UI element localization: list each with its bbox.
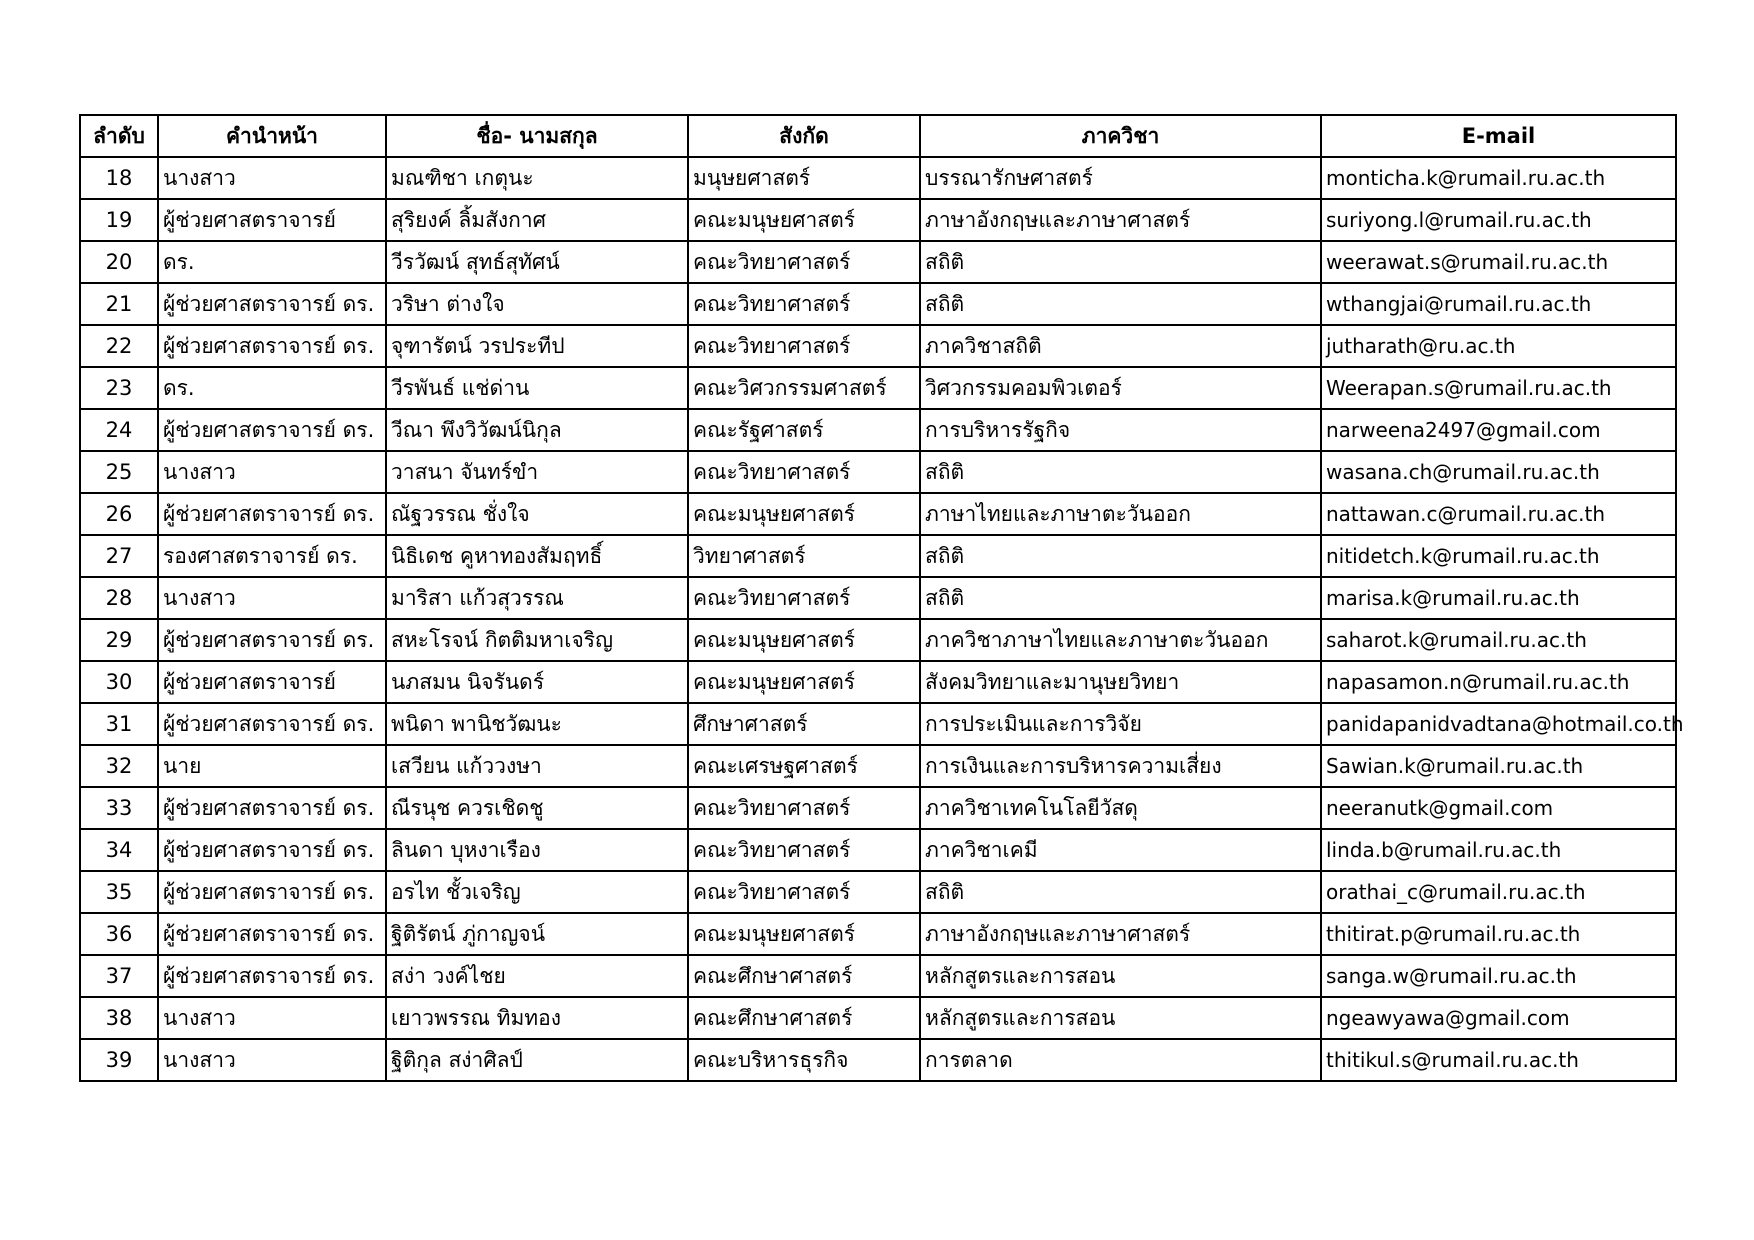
cell-title: ผู้ช่วยศาสตราจารย์ ดร. <box>158 913 386 955</box>
header-row <box>80 115 1676 157</box>
cell-email: thitirat.p@rumail.ru.ac.th <box>1321 913 1676 955</box>
cell-affiliation: คณะวิทยาศาสตร์ <box>688 451 920 493</box>
cell-department: ภาควิชาเคมี <box>920 829 1321 871</box>
cell-name: พนิดา พานิชวัฒนะ <box>386 703 688 745</box>
cell-num: 24 <box>80 409 158 451</box>
cell-department: การประเมินและการวิจัย <box>920 703 1321 745</box>
cell-email: orathai_c@rumail.ru.ac.th <box>1321 871 1676 913</box>
header-name: ชื่อ- นามสกุล <box>386 115 688 157</box>
cell-name: วีรพันธ์ แช่ด่าน <box>386 367 688 409</box>
cell-affiliation: วิทยาศาสตร์ <box>688 535 920 577</box>
cell-email: napasamon.n@rumail.ru.ac.th <box>1321 661 1676 703</box>
cell-affiliation: คณะมนุษยศาสตร์ <box>688 493 920 535</box>
cell-email: nitidetch.k@rumail.ru.ac.th <box>1321 535 1676 577</box>
cell-title: รองศาสตราจารย์ ดร. <box>158 535 386 577</box>
cell-num: 30 <box>80 661 158 703</box>
cell-num: 32 <box>80 745 158 787</box>
cell-num: 25 <box>80 451 158 493</box>
cell-affiliation: คณะบริหารธุรกิจ <box>688 1039 920 1081</box>
cell-title: นางสาว <box>158 577 386 619</box>
cell-email: neeranutk@gmail.com <box>1321 787 1676 829</box>
cell-department: สถิติ <box>920 283 1321 325</box>
header-num: ลำดับ <box>80 115 158 157</box>
cell-department: ภาควิชาเทคโนโลยีวัสดุ <box>920 787 1321 829</box>
cell-email: jutharath@ru.ac.th <box>1321 325 1676 367</box>
cell-email: monticha.k@rumail.ru.ac.th <box>1321 157 1676 199</box>
table-row <box>80 283 1676 325</box>
cell-name: ณัฐวรรณ ชั่งใจ <box>386 493 688 535</box>
cell-email: wasana.ch@rumail.ru.ac.th <box>1321 451 1676 493</box>
cell-affiliation: คณะวิทยาศาสตร์ <box>688 325 920 367</box>
cell-department: หลักสูตรและการสอน <box>920 997 1321 1039</box>
cell-email: sanga.w@rumail.ru.ac.th <box>1321 955 1676 997</box>
cell-affiliation: คณะวิทยาศาสตร์ <box>688 283 920 325</box>
cell-affiliation: คณะมนุษยศาสตร์ <box>688 661 920 703</box>
table-row <box>80 787 1676 829</box>
cell-affiliation: คณะวิทยาศาสตร์ <box>688 829 920 871</box>
cell-name: วีณา พึงวิวัฒน์นิกุล <box>386 409 688 451</box>
cell-name: เสวียน แก้ววงษา <box>386 745 688 787</box>
cell-email: narweena2497@gmail.com <box>1321 409 1676 451</box>
cell-num: 31 <box>80 703 158 745</box>
cell-title: นางสาว <box>158 451 386 493</box>
cell-name: เยาวพรรณ ทิมทอง <box>386 997 688 1039</box>
cell-num: 33 <box>80 787 158 829</box>
cell-department: ภาษาอังกฤษและภาษาศาสตร์ <box>920 913 1321 955</box>
cell-title: ผู้ช่วยศาสตราจารย์ ดร. <box>158 703 386 745</box>
cell-department: สถิติ <box>920 451 1321 493</box>
cell-affiliation: คณะมนุษยศาสตร์ <box>688 199 920 241</box>
table-row <box>80 325 1676 367</box>
cell-email: wthangjai@rumail.ru.ac.th <box>1321 283 1676 325</box>
table-row <box>80 955 1676 997</box>
cell-name: สง่า วงค์ไชย <box>386 955 688 997</box>
cell-num: 39 <box>80 1039 158 1081</box>
cell-department: ภาษาอังกฤษและภาษาศาสตร์ <box>920 199 1321 241</box>
cell-email: suriyong.l@rumail.ru.ac.th <box>1321 199 1676 241</box>
table-row <box>80 745 1676 787</box>
table-row <box>80 577 1676 619</box>
table-row <box>80 241 1676 283</box>
cell-name: ฐิติรัตน์ ภู่กาญจน์ <box>386 913 688 955</box>
cell-name: สุริยงค์ ลิ้มสังกาศ <box>386 199 688 241</box>
cell-email: saharot.k@rumail.ru.ac.th <box>1321 619 1676 661</box>
cell-title: ผู้ช่วยศาสตราจารย์ ดร. <box>158 829 386 871</box>
cell-name: ฐิติกุล สง่าศิลป์ <box>386 1039 688 1081</box>
table-row <box>80 199 1676 241</box>
cell-department: สถิติ <box>920 241 1321 283</box>
table-row <box>80 619 1676 661</box>
cell-num: 23 <box>80 367 158 409</box>
cell-affiliation: คณะวิทยาศาสตร์ <box>688 577 920 619</box>
cell-name: สหะโรจน์ กิตติมหาเจริญ <box>386 619 688 661</box>
cell-num: 37 <box>80 955 158 997</box>
cell-name: มาริสา แก้วสุวรรณ <box>386 577 688 619</box>
cell-title: ผู้ช่วยศาสตราจารย์ <box>158 199 386 241</box>
cell-affiliation: คณะวิศวกรรมศาสตร์ <box>688 367 920 409</box>
cell-title: ผู้ช่วยศาสตราจารย์ <box>158 661 386 703</box>
cell-email: marisa.k@rumail.ru.ac.th <box>1321 577 1676 619</box>
table-header <box>80 115 1676 157</box>
header-email: E-mail <box>1321 115 1676 157</box>
table-row <box>80 493 1676 535</box>
cell-name: มณฑิชา เกตุนะ <box>386 157 688 199</box>
roster-table <box>79 114 1684 1082</box>
cell-email: Sawian.k@rumail.ru.ac.th <box>1321 745 1676 787</box>
cell-name: ณีรนุช ควรเชิดชู <box>386 787 688 829</box>
cell-title: ผู้ช่วยศาสตราจารย์ ดร. <box>158 493 386 535</box>
cell-name: วาสนา จันทร์ขำ <box>386 451 688 493</box>
cell-department: การเงินและการบริหารความเสี่ยง <box>920 745 1321 787</box>
header-title: คำนำหน้า <box>158 115 386 157</box>
table-row <box>80 703 1676 745</box>
table-row <box>80 451 1676 493</box>
cell-title: ผู้ช่วยศาสตราจารย์ ดร. <box>158 955 386 997</box>
cell-name: นิธิเดช คูหาทองสัมฤทธิ์ <box>386 535 688 577</box>
cell-title: ผู้ช่วยศาสตราจารย์ ดร. <box>158 409 386 451</box>
cell-email: linda.b@rumail.ru.ac.th <box>1321 829 1676 871</box>
cell-num: 20 <box>80 241 158 283</box>
cell-email: thitikul.s@rumail.ru.ac.th <box>1321 1039 1676 1081</box>
cell-affiliation: คณะวิทยาศาสตร์ <box>688 787 920 829</box>
table-row <box>80 913 1676 955</box>
cell-department: วิศวกรรมคอมพิวเตอร์ <box>920 367 1321 409</box>
cell-affiliation: คณะศึกษาศาสตร์ <box>688 955 920 997</box>
cell-num: 26 <box>80 493 158 535</box>
cell-name: นภสมน นิจรันดร์ <box>386 661 688 703</box>
cell-email: weerawat.s@rumail.ru.ac.th <box>1321 241 1676 283</box>
table-row <box>80 829 1676 871</box>
cell-affiliation: คณะศึกษาศาสตร์ <box>688 997 920 1039</box>
table-row <box>80 661 1676 703</box>
cell-num: 18 <box>80 157 158 199</box>
cell-num: 22 <box>80 325 158 367</box>
cell-title: นางสาว <box>158 997 386 1039</box>
cell-title: นางสาว <box>158 1039 386 1081</box>
cell-department: สังคมวิทยาและมานุษยวิทยา <box>920 661 1321 703</box>
cell-department: ภาควิชาภาษาไทยและภาษาตะวันออก <box>920 619 1321 661</box>
cell-num: 36 <box>80 913 158 955</box>
cell-num: 29 <box>80 619 158 661</box>
table-row <box>80 535 1676 577</box>
cell-affiliation: ศึกษาศาสตร์ <box>688 703 920 745</box>
cell-title: นางสาว <box>158 157 386 199</box>
cell-num: 35 <box>80 871 158 913</box>
cell-affiliation: มนุษยศาสตร์ <box>688 157 920 199</box>
cell-title: ผู้ช่วยศาสตราจารย์ ดร. <box>158 325 386 367</box>
cell-affiliation: คณะวิทยาศาสตร์ <box>688 871 920 913</box>
cell-name: ลินดา บุหงาเรือง <box>386 829 688 871</box>
cell-department: ภาควิชาสถิติ <box>920 325 1321 367</box>
cell-affiliation: คณะมนุษยศาสตร์ <box>688 619 920 661</box>
cell-title: ผู้ช่วยศาสตราจารย์ ดร. <box>158 619 386 661</box>
cell-department: ภาษาไทยและภาษาตะวันออก <box>920 493 1321 535</box>
cell-title: ผู้ช่วยศาสตราจารย์ ดร. <box>158 787 386 829</box>
table-row <box>80 1039 1676 1081</box>
header-department: ภาควิชา <box>920 115 1321 157</box>
cell-affiliation: คณะมนุษยศาสตร์ <box>688 913 920 955</box>
cell-department: การตลาด <box>920 1039 1321 1081</box>
cell-title: ผู้ช่วยศาสตราจารย์ ดร. <box>158 871 386 913</box>
cell-department: บรรณารักษศาสตร์ <box>920 157 1321 199</box>
cell-title: ผู้ช่วยศาสตราจารย์ ดร. <box>158 283 386 325</box>
table-body <box>80 157 1684 1081</box>
cell-name: วริษา ต่างใจ <box>386 283 688 325</box>
cell-email: Weerapan.s@rumail.ru.ac.th <box>1321 367 1676 409</box>
table-row <box>80 409 1676 451</box>
table-row <box>80 367 1676 409</box>
cell-affiliation: คณะเศรษฐศาสตร์ <box>688 745 920 787</box>
header-affiliation: สังกัด <box>688 115 920 157</box>
cell-num: 27 <box>80 535 158 577</box>
cell-affiliation: คณะวิทยาศาสตร์ <box>688 241 920 283</box>
cell-email: panidapanidvadtana@hotmail.co.th <box>1321 703 1676 745</box>
table-row <box>80 157 1676 199</box>
cell-num: 21 <box>80 283 158 325</box>
cell-email: ngeawyawa@gmail.com <box>1321 997 1676 1039</box>
cell-department: การบริหารรัฐกิจ <box>920 409 1321 451</box>
table-row <box>80 871 1676 913</box>
cell-num: 34 <box>80 829 158 871</box>
cell-num: 28 <box>80 577 158 619</box>
table-row <box>80 997 1676 1039</box>
cell-department: สถิติ <box>920 577 1321 619</box>
cell-department: สถิติ <box>920 871 1321 913</box>
cell-title: ดร. <box>158 367 386 409</box>
cell-email: nattawan.c@rumail.ru.ac.th <box>1321 493 1676 535</box>
cell-name: จุฑารัตน์ วรประทีป <box>386 325 688 367</box>
cell-title: ดร. <box>158 241 386 283</box>
cell-title: นาย <box>158 745 386 787</box>
cell-department: สถิติ <box>920 535 1321 577</box>
cell-department: หลักสูตรและการสอน <box>920 955 1321 997</box>
cell-affiliation: คณะรัฐศาสตร์ <box>688 409 920 451</box>
cell-num: 19 <box>80 199 158 241</box>
cell-name: วีรวัฒน์ สุทธ์สุทัศน์ <box>386 241 688 283</box>
cell-name: อรไท ชั้วเจริญ <box>386 871 688 913</box>
cell-num: 38 <box>80 997 158 1039</box>
